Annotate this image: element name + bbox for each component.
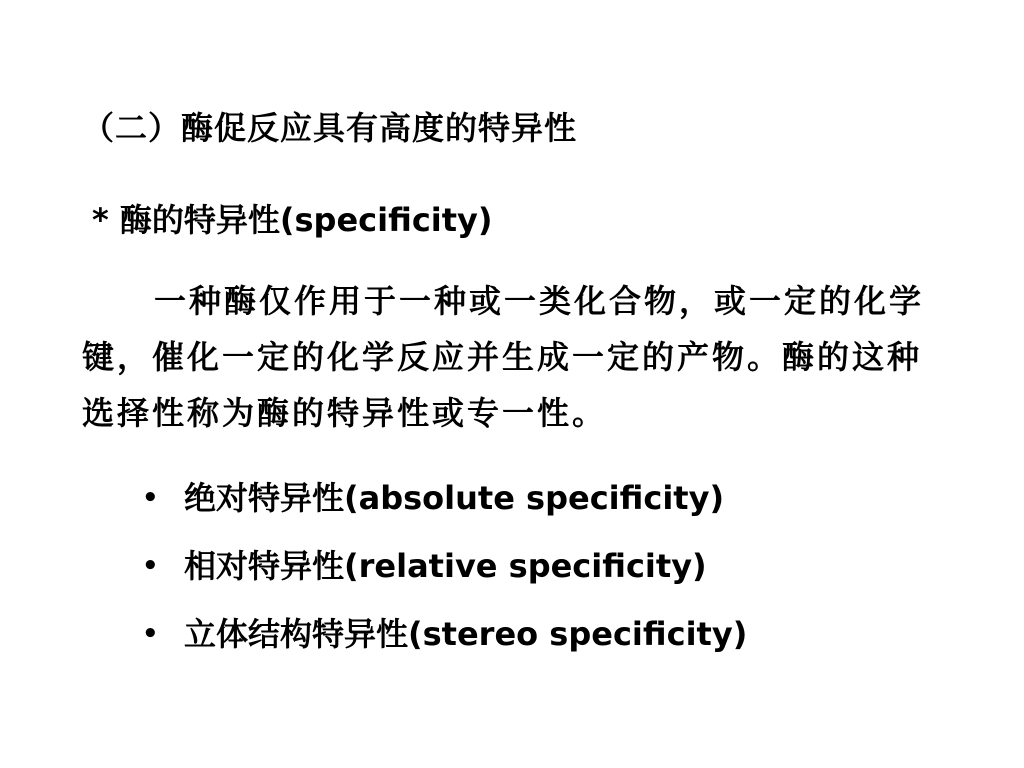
definition-paragraph [82, 273, 952, 441]
bullet-icon: • [142, 483, 159, 513]
bullet-text-stereo: 立体结构特异性(stereo specificity) [184, 615, 748, 653]
list-item [142, 474, 747, 542]
bullet-icon: • [142, 619, 159, 649]
list-item [142, 542, 747, 610]
slide-subheading: * 酶的特异性(specificity) [92, 201, 493, 239]
list-item [142, 610, 747, 678]
bullet-text-relative: 相对特异性(relative specificity) [184, 547, 707, 585]
bullet-icon: • [142, 551, 159, 581]
bullet-text-absolute: 绝对特异性(absolute specificity) [184, 479, 725, 517]
slide-heading: （二）酶促反应具有高度的特异性 [82, 109, 578, 147]
definition-text: 一种酶仅作用于一种或一类化合物，或一定的化学键，催化一定的化学反应并生成一定的产物。酶的这种选择性称为酶的特异性或专一性。 [82, 282, 925, 432]
specificity-types-list [142, 474, 747, 678]
